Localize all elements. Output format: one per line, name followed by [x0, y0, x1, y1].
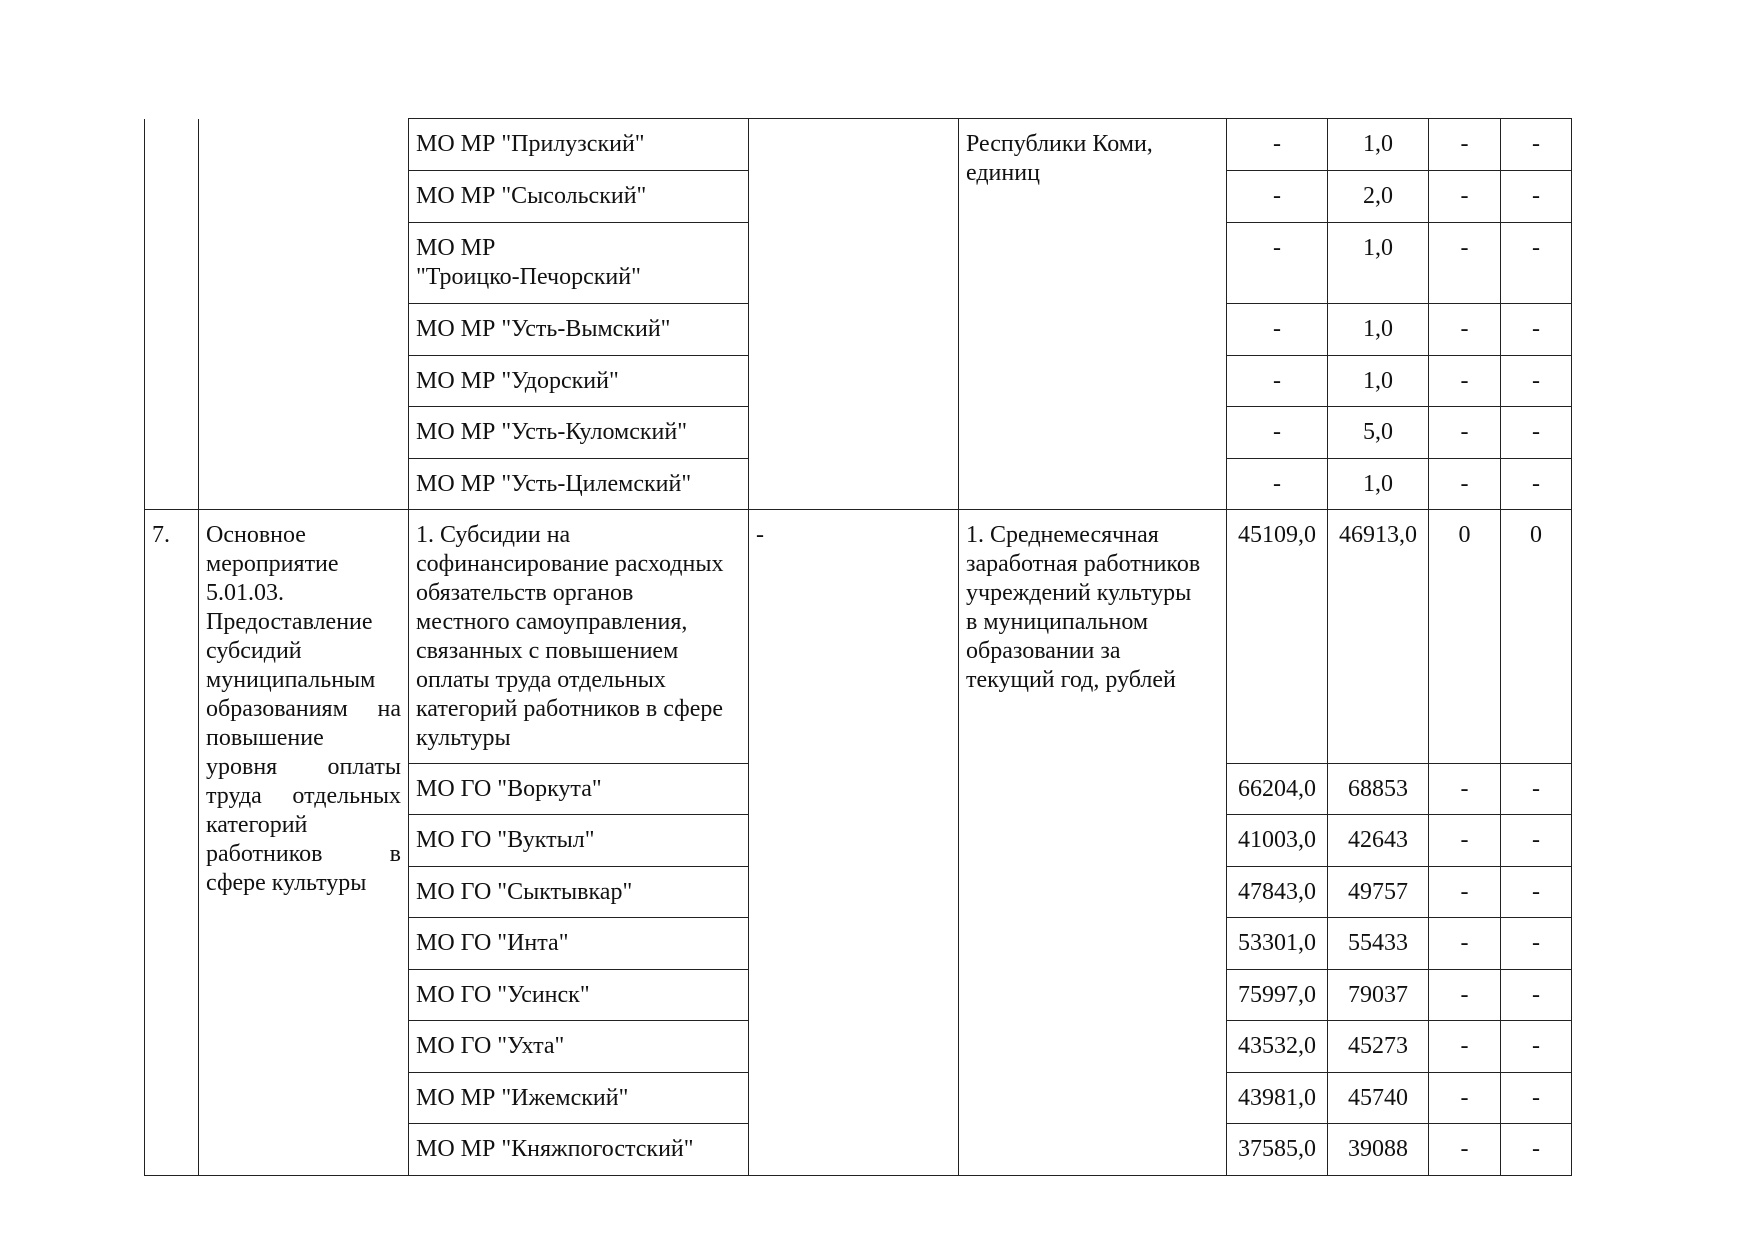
- value-cell: -: [1501, 815, 1572, 867]
- activity-cell-continued: [199, 119, 409, 510]
- value-cell: -: [1429, 171, 1501, 223]
- subsidy-line: категорий работников в сфере: [416, 696, 724, 722]
- value-cell: 1,0: [1328, 459, 1429, 510]
- value-cell: -: [1429, 356, 1501, 407]
- activity-line: повышение: [206, 725, 324, 751]
- value-cell: -: [1429, 1021, 1501, 1073]
- value-cell: -: [1227, 356, 1328, 407]
- municipality-line: МО МР: [416, 235, 496, 261]
- value-cell: 39088: [1328, 1124, 1429, 1176]
- value-cell: 75997,0: [1227, 970, 1328, 1021]
- municipality-cell: МО МР "Сысольский": [409, 171, 749, 223]
- municipality-cell: МО ГО "Вуктыл": [409, 815, 749, 867]
- subsidy-description-cell: [409, 510, 749, 764]
- indicator-line: образовании за: [966, 638, 1121, 664]
- subsidy-line: оплаты труда отдельных: [416, 667, 666, 693]
- value-cell: 0: [1429, 510, 1501, 764]
- value-cell: -: [1501, 119, 1572, 171]
- activity-line: образованиям на: [206, 696, 401, 722]
- table-row: [145, 510, 1572, 764]
- value-cell: -: [1501, 407, 1572, 459]
- activity-cell: [199, 510, 409, 1176]
- indicator-cell: [959, 510, 1227, 1176]
- subsidy-line: связанных с повышением: [416, 638, 679, 664]
- municipality-line: "Троицко-Печорский": [416, 264, 641, 290]
- value-cell: -: [1501, 356, 1572, 407]
- value-cell: -: [1429, 304, 1501, 356]
- value-cell: 1,0: [1328, 356, 1429, 407]
- indicator-line: текущий год, рублей: [966, 667, 1176, 693]
- municipality-cell: МО МР "Прилузский": [409, 119, 749, 171]
- value-cell: 2,0: [1328, 171, 1429, 223]
- value-cell: -: [1501, 970, 1572, 1021]
- table-row: [145, 119, 1572, 171]
- municipality-cell: МО МР "Удорский": [409, 356, 749, 407]
- indicator-line: заработная работников: [966, 551, 1201, 577]
- activity-line: Основное: [206, 522, 306, 548]
- municipality-cell: МО МР "Ижемский": [409, 1073, 749, 1124]
- value-cell: -: [1501, 304, 1572, 356]
- value-cell: -: [1501, 1021, 1572, 1073]
- value-cell: 1,0: [1328, 304, 1429, 356]
- program-table: [144, 118, 1572, 1176]
- value-cell: 53301,0: [1227, 918, 1328, 970]
- value-cell: 43981,0: [1227, 1073, 1328, 1124]
- municipality-cell: МО ГО "Воркута": [409, 764, 749, 815]
- value-cell: -: [1227, 119, 1328, 171]
- indicator-line: 1. Среднемесячная: [966, 522, 1159, 548]
- activity-line: сфере культуры: [206, 870, 367, 896]
- value-cell: 55433: [1328, 918, 1429, 970]
- indicator-cell-continued: [959, 119, 1227, 510]
- value-cell: -: [1501, 459, 1572, 510]
- value-cell: 45740: [1328, 1073, 1429, 1124]
- value-cell: -: [1429, 407, 1501, 459]
- activity-line: муниципальным: [206, 667, 376, 693]
- value-cell: 43532,0: [1227, 1021, 1328, 1073]
- municipality-cell: МО МР "Усть-Цилемский": [409, 459, 749, 510]
- value-cell: -: [1227, 304, 1328, 356]
- indicator-line: в муниципальном: [966, 609, 1149, 635]
- value-cell: -: [1429, 867, 1501, 918]
- number-cell-continued: [145, 119, 199, 510]
- value-cell: -: [1501, 223, 1572, 304]
- value-cell: -: [1429, 764, 1501, 815]
- municipality-cell: МО ГО "Сыктывкар": [409, 867, 749, 918]
- activity-line: работников в: [206, 841, 401, 867]
- value-cell: 68853: [1328, 764, 1429, 815]
- value-cell: -: [1429, 223, 1501, 304]
- value-cell: -: [1429, 1124, 1501, 1176]
- value-cell: 0: [1501, 510, 1572, 764]
- activity-line: мероприятие: [206, 551, 339, 577]
- value-cell: 45273: [1328, 1021, 1429, 1073]
- row-number-cell: 7.: [145, 510, 199, 1176]
- value-cell: 42643: [1328, 815, 1429, 867]
- activity-line: уровня оплаты: [206, 754, 401, 780]
- value-cell: 41003,0: [1227, 815, 1328, 867]
- value-cell: 49757: [1328, 867, 1429, 918]
- municipality-cell: [409, 223, 749, 304]
- municipality-cell: МО МР "Усть-Вымский": [409, 304, 749, 356]
- value-cell: 66204,0: [1227, 764, 1328, 815]
- subsidy-line: обязательств органов: [416, 580, 634, 606]
- value-cell: 79037: [1328, 970, 1429, 1021]
- value-cell: -: [1429, 815, 1501, 867]
- value-cell: 45109,0: [1227, 510, 1328, 764]
- municipality-cell: МО ГО "Ухта": [409, 1021, 749, 1073]
- activity-line: Предоставление: [206, 609, 373, 635]
- value-cell: -: [1501, 171, 1572, 223]
- indicator-line: единиц: [966, 160, 1040, 186]
- municipality-cell: МО МР "Княжпогостский": [409, 1124, 749, 1176]
- value-cell: -: [1227, 459, 1328, 510]
- subsidy-line: культуры: [416, 725, 511, 751]
- value-cell: -: [1429, 119, 1501, 171]
- value-cell: 37585,0: [1227, 1124, 1328, 1176]
- activity-line: труда отдельных: [206, 783, 401, 809]
- dash-cell-continued: [749, 119, 959, 510]
- value-cell: -: [1429, 459, 1501, 510]
- value-cell: 1,0: [1328, 223, 1429, 304]
- value-cell: 5,0: [1328, 407, 1429, 459]
- municipality-cell: МО ГО "Инта": [409, 918, 749, 970]
- value-cell: 1,0: [1328, 119, 1429, 171]
- municipality-cell: МО ГО "Усинск": [409, 970, 749, 1021]
- municipality-cell: МО МР "Усть-Куломский": [409, 407, 749, 459]
- value-cell: -: [1429, 1073, 1501, 1124]
- value-cell: -: [1227, 407, 1328, 459]
- subsidy-line: софинансирование расходных: [416, 551, 724, 577]
- activity-line: 5.01.03.: [206, 580, 284, 606]
- activity-line: категорий: [206, 812, 308, 838]
- value-cell: -: [1501, 918, 1572, 970]
- indicator-line: учреждений культуры: [966, 580, 1192, 606]
- value-cell: -: [1227, 223, 1328, 304]
- activity-line: субсидий: [206, 638, 302, 664]
- value-cell: -: [1501, 764, 1572, 815]
- value-cell: -: [1501, 867, 1572, 918]
- indicator-line: Республики Коми,: [966, 131, 1153, 157]
- value-cell: -: [1501, 1073, 1572, 1124]
- value-cell: -: [1429, 970, 1501, 1021]
- subsidy-line: местного самоуправления,: [416, 609, 688, 635]
- value-cell: 47843,0: [1227, 867, 1328, 918]
- value-cell: 46913,0: [1328, 510, 1429, 764]
- dash-cell: -: [749, 510, 959, 1176]
- value-cell: -: [1227, 171, 1328, 223]
- value-cell: -: [1501, 1124, 1572, 1176]
- subsidy-line: 1. Субсидии на: [416, 522, 571, 548]
- value-cell: -: [1429, 918, 1501, 970]
